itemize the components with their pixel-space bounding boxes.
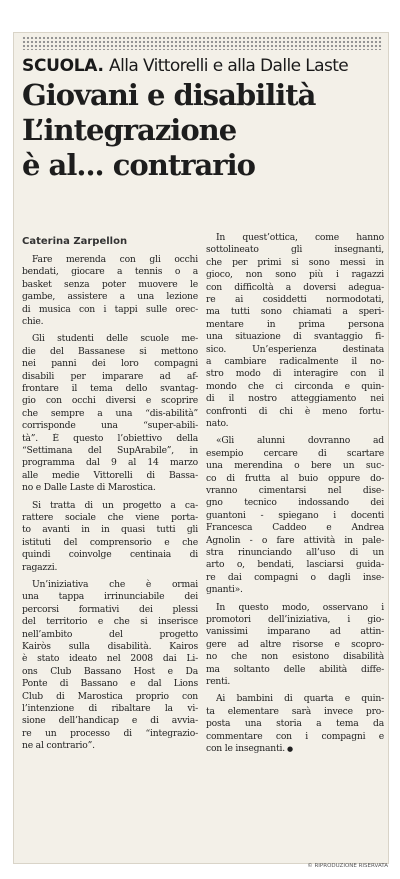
article-line: «Gli alunni dovranno ad	[216, 435, 384, 447]
article-line: ons Club Bassano Host e Da	[22, 665, 198, 677]
article-line: basket senza poter muovere le	[22, 278, 198, 290]
copyright-notice: © RIPRODUZIONE RISERVATA	[307, 863, 388, 869]
article-line: sottolineato gli insegnanti,	[206, 244, 384, 256]
article-line: è stato ideato nel 2008 dai Li-	[22, 653, 198, 665]
article-line: Ponte di Bassano e dal Lions	[22, 678, 198, 690]
article-line: disabili per imparare ad af-	[22, 370, 198, 382]
article-line: rattere sociale che viene porta-	[22, 512, 198, 523]
article-line: In quest’ottica, come hanno	[216, 232, 384, 243]
article-line: a cambiare radicalmente il no-	[206, 356, 384, 367]
article-line: ta elementare sarà invece pro-	[206, 705, 384, 717]
article-line: re ai cosiddetti normodotati,	[206, 294, 384, 305]
article-line: no e Dalle Laste di Marostica.	[22, 482, 156, 494]
article-line: tà”. È questo l’obiettivo della	[22, 432, 198, 444]
article-line: mondo che ci circonda e quin-	[206, 380, 384, 392]
article-line: re dai compagni o dagli inse-	[206, 571, 384, 583]
article-line: Fare merenda con gli occhi	[32, 254, 198, 265]
article-line: ma tutti sono chiamati a speri-	[206, 306, 384, 318]
article-line: commentare con i compagni e	[206, 730, 384, 742]
article-line: sico. Un’esperienza destinata	[206, 343, 384, 355]
article-line: mentare in prima persona	[206, 318, 384, 330]
article-line: Gli studenti delle scuole me-	[32, 333, 198, 345]
article-line: no che non esistono disabilità	[206, 651, 384, 663]
article-line: stro modo di interagire con il	[206, 368, 384, 380]
article-line: gio con occhi diversi e scoprire	[22, 395, 198, 407]
article-line: “Settimana del SupArabile”, in	[22, 445, 198, 456]
article-line: ragazzi.	[22, 561, 58, 573]
article-line: percorsi formativi dei plessi	[22, 603, 198, 615]
article-line: nato.	[206, 418, 229, 429]
article-line: sione dell’handicap e di avvia-	[22, 715, 198, 727]
article-line: chie.	[22, 316, 44, 327]
article-line: nei panni dei loro compagni	[22, 358, 198, 370]
headline-line: è al... contrario	[22, 148, 255, 182]
article-line: Francesca Caddeo e Andrea	[206, 522, 384, 534]
article-line: vanissimi imparano ad attin-	[206, 626, 384, 638]
article-line: Un’iniziativa che è ormai	[32, 579, 198, 590]
article-line: gere ad altre risorse e scopro-	[206, 638, 384, 650]
article-line: Ai bambini di quarta e quin-	[216, 693, 384, 705]
article-line: esempio cercare di scartare	[206, 447, 384, 459]
article-line: In questo modo, osservano i	[216, 601, 384, 613]
article-line: del territorio e che si inserisce	[22, 616, 198, 628]
article-line: promotori dell’iniziativa, i gio-	[206, 614, 384, 625]
article-line: posta una storia a tema da	[206, 718, 384, 730]
article-line: nell’ambito del progetto	[22, 628, 198, 640]
article-line: bendati, giocare a tennis o a	[22, 266, 198, 278]
left-text-column	[22, 0, 198, 879]
article-line: Club di Marostica proprio con	[22, 690, 198, 702]
end-of-article-mark: ●	[284, 745, 293, 753]
article-line: re un processo di “integrazio-	[22, 727, 198, 739]
article-line: programma dal 9 al 14 marzo	[22, 457, 198, 469]
article-line: alle medie Vittorelli di Bassa-	[22, 469, 198, 481]
article-line: gioco, non sono più i ragazzi	[206, 269, 384, 281]
article-line: l’intenzione di ribaltare la vi-	[22, 703, 198, 714]
article-line: una tappa irrinunciabile dei	[22, 591, 198, 603]
article-line: Kairòs sulla disabilità. Kairos	[22, 641, 198, 652]
article-line: die del Bassanese si mettono	[22, 345, 198, 357]
article-line: gnanti».	[206, 584, 243, 596]
article-line: ma soltanto delle abilità diffe-	[206, 663, 384, 675]
headline-line: Giovani e disabilità	[22, 78, 316, 112]
headline-line: L’integrazione	[22, 113, 237, 147]
article-line: corrisponde una “super-abili-	[22, 420, 198, 432]
article-line: to avanti in in quasi tutti gli	[22, 524, 198, 536]
article-line: gambe, assistere a una lezione	[22, 291, 198, 303]
article-line: gno tecnico indossando dei	[206, 497, 384, 509]
article-line: una merendina o bere un suc-	[206, 460, 384, 472]
article-line: stra rinunciando all’uso di un	[206, 547, 384, 558]
article-line: Agnolin - o fare attività in pale-	[206, 534, 384, 546]
article-line: con le insegnanti. ●	[206, 743, 293, 754]
article-line: frontare il tema dello svantag-	[22, 383, 198, 394]
kicker-subhead: Alla Vittorelli e alla Dalle Laste	[109, 56, 349, 76]
article-line: guantoni - spiegano i docenti	[206, 509, 384, 521]
article-line: che sempre a una “dis-abilità”	[22, 407, 198, 419]
article-line: quindi coinvolge centinaia di	[22, 549, 198, 561]
article-line: confronti di chi è meno fortu-	[206, 405, 384, 417]
article-line: Si tratta di un progetto a ca-	[32, 499, 198, 511]
article-line: una situazione di svantaggio fi-	[206, 331, 384, 343]
author-byline: Caterina Zarpellon	[22, 236, 128, 247]
article-line: di il nostro atteggiamento nei	[206, 393, 384, 405]
article-line: co di frutta al buio oppure do-	[206, 472, 384, 484]
article-line: renti.	[206, 676, 231, 687]
article-line: istituti del comprensorio e che	[22, 536, 198, 548]
article-line: ne al contrario”.	[22, 740, 95, 752]
article-line: che per primi si sono messi in	[206, 256, 384, 268]
article-line: di musica con i tappi sulle orec-	[22, 303, 198, 315]
right-text-column	[206, 0, 384, 879]
section-label: SCUOLA.	[22, 56, 104, 76]
article-line: arto o, bendati, lasciarsi guida-	[206, 559, 384, 571]
article-line: con difficoltà a doversi adegua-	[206, 281, 384, 293]
article-line: vranno cimentarsi nel dise-	[206, 485, 384, 496]
